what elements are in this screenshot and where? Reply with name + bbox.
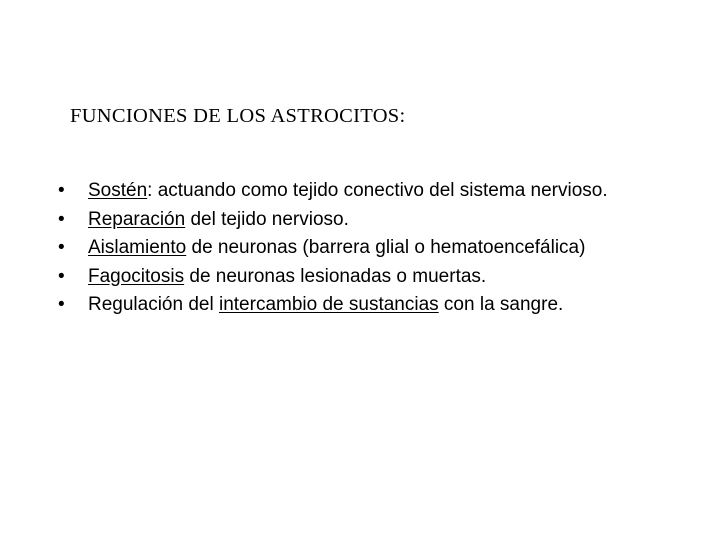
- list-item-regulacion: [58, 291, 658, 320]
- item-prefix: Regulación del: [88, 294, 219, 315]
- bullet-icon: •: [58, 237, 65, 258]
- term-aislamiento: Aislamiento: [88, 237, 187, 258]
- list-item-fagocitosis: [58, 263, 658, 292]
- item-text: con la sangre.: [438, 294, 564, 315]
- item-text: de neuronas lesionadas o muertas.: [184, 265, 487, 287]
- list-item-sosten: [58, 177, 658, 206]
- slide-title: FUNCIONES DE LOS ASTROCITOS:: [70, 105, 406, 127]
- functions-list: [58, 177, 658, 320]
- bullet-icon: •: [58, 180, 65, 201]
- bullet-icon: •: [58, 294, 65, 315]
- term-sosten: Sostén: [88, 180, 148, 201]
- item-text: del tejido nervioso.: [185, 208, 349, 230]
- term-fagocitosis: Fagocitosis: [88, 265, 185, 287]
- term-reparacion: Reparación: [88, 208, 186, 230]
- list-item-reparacion: [58, 206, 658, 235]
- bullet-icon: •: [58, 265, 65, 287]
- bullet-icon: •: [58, 208, 65, 230]
- list-item-aislamiento: [58, 234, 658, 263]
- item-text: : actuando como tejido conectivo del sistema nervioso.: [147, 180, 608, 201]
- item-text: de neuronas (barrera glial o hematoencefálica): [186, 237, 586, 258]
- term-intercambio: intercambio de sustancias: [218, 294, 439, 315]
